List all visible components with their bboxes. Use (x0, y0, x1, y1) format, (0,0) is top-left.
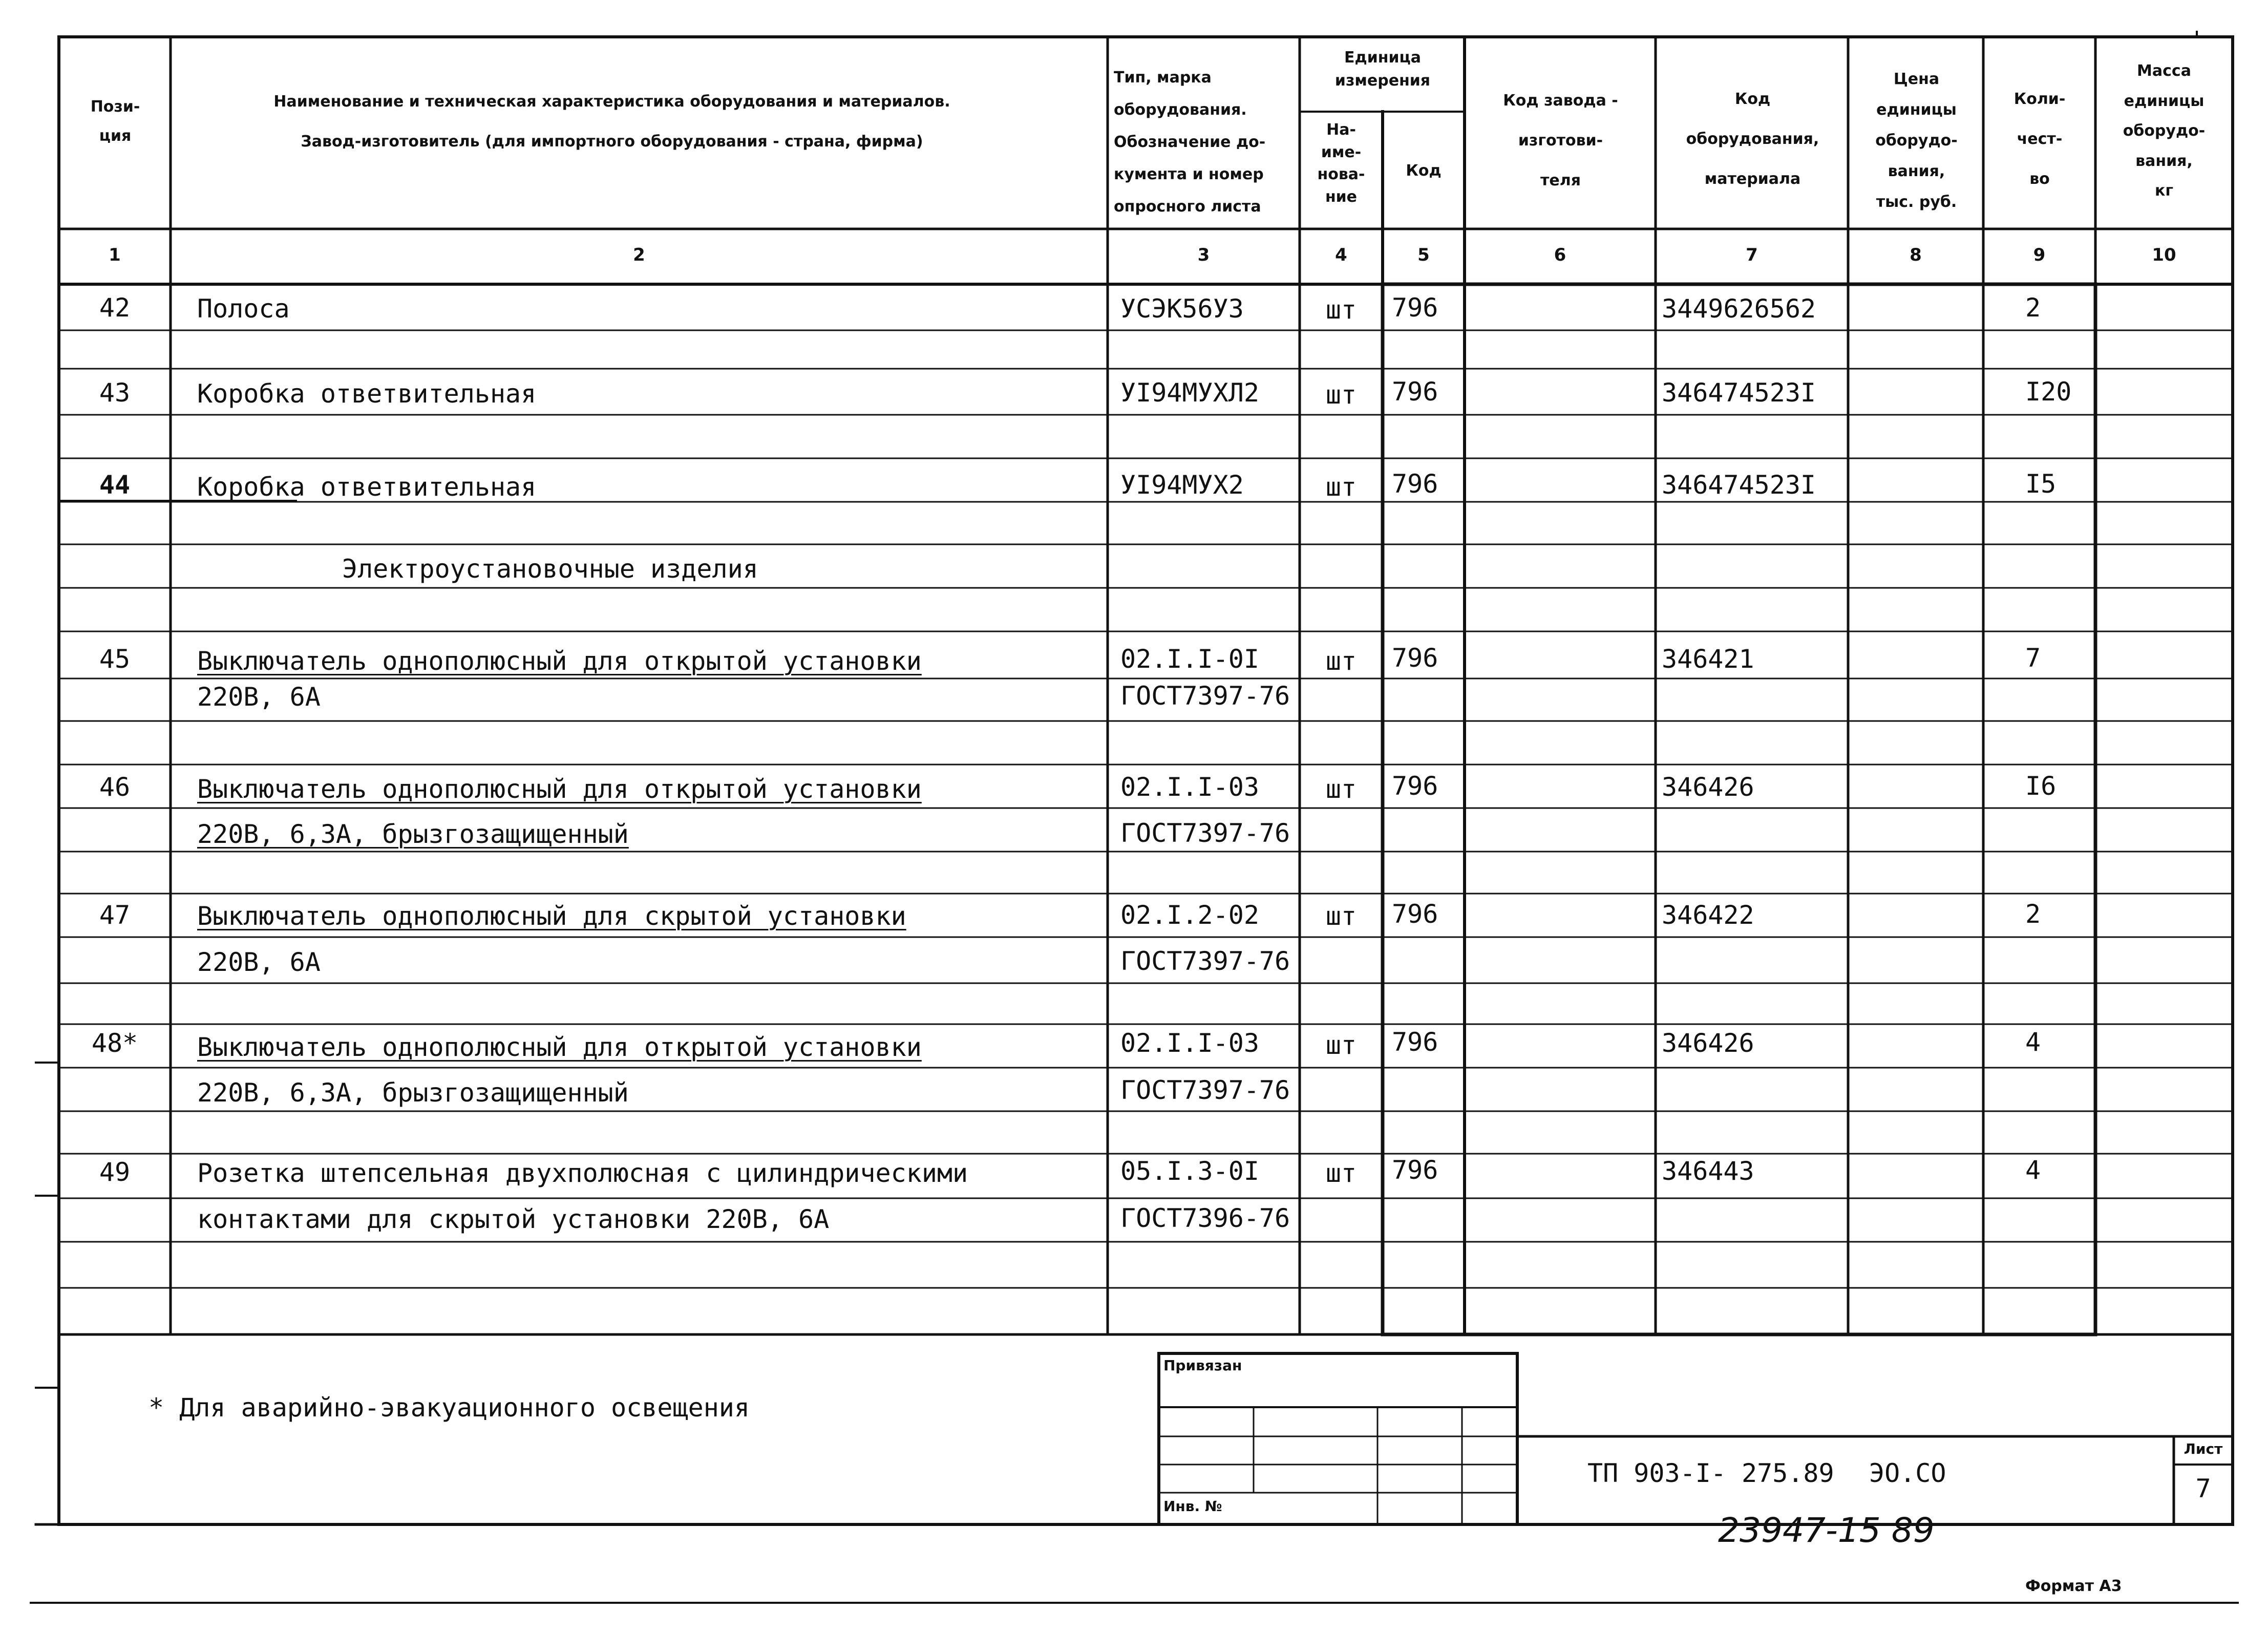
row-43-unit-code: 796 (1392, 377, 1438, 407)
row-49-type-2: ГОСТ7396-76 (1120, 1203, 1290, 1233)
row-45-name-2: 220В, 6А (197, 682, 321, 712)
registration-number: 23947-15 89 (1718, 1511, 1935, 1550)
row-47-name-2: 220В, 6А (197, 947, 321, 977)
column-number: 10 (2152, 245, 2176, 265)
row-47-name: Выключатель однополюсный для скрытой установки (197, 901, 906, 931)
row-44-quantity: I5 (2025, 469, 2057, 499)
row-42-equipment-code: 3449626562 (1662, 294, 1816, 324)
header-unit-group: Единица измерения (1334, 49, 1431, 90)
row-47-equipment-code: 346422 (1662, 900, 1754, 930)
row-47-unit-code: 796 (1392, 899, 1438, 929)
row-44-name: Коробка ответвительная (197, 472, 537, 502)
document-mark: ЭО.СО (1869, 1458, 1946, 1488)
row-42-name: Полоса (197, 294, 290, 324)
row-43-unit: шт (1325, 380, 1357, 410)
row-45-name: Выключатель однополюсный для открытой установки (197, 646, 922, 676)
row-49-position: 49 (99, 1157, 131, 1187)
row-47-position: 47 (99, 900, 131, 930)
row-45-type-2: ГОСТ7397-76 (1120, 681, 1290, 711)
row-48-name: Выключатель однополюсный для открытой установки (197, 1032, 922, 1062)
row-45-unit: шт (1325, 646, 1357, 676)
header-type: Тип, марка оборудования. Обозначение до- кумента и номер опросного листа (1114, 69, 1266, 216)
row-49-equipment-code: 346443 (1662, 1156, 1754, 1186)
row-44-equipment-code: 346474523I (1662, 470, 1816, 500)
column-number: 2 (633, 245, 645, 265)
row-48-type: 02.I.I-03 (1120, 1028, 1259, 1058)
row-46-unit: шт (1325, 774, 1357, 804)
sheet-number: 7 (2195, 1474, 2211, 1503)
row-49-name: Розетка штепсельная двухполюсная с цилиндрическими (197, 1158, 968, 1188)
row-49-name-2: контактами для скрытой установки 220В, 6А (197, 1204, 830, 1234)
column-number: 7 (1746, 245, 1758, 265)
row-46-equipment-code: 346426 (1662, 772, 1754, 802)
row-43-quantity: I20 (2025, 377, 2072, 407)
header-name: Наименование и техническая характеристика оборудования и материалов. Завод-изготовитель (для импортного оборудования - страна, фирма) (273, 93, 950, 151)
row-45-quantity: 7 (2025, 643, 2041, 673)
header-quantity: Коли- чест- во (2013, 90, 2066, 188)
row-43-equipment-code: 346474523I (1662, 378, 1816, 408)
header-mass: Масса единицы оборудо- вания, кг (2123, 62, 2206, 200)
row-42-quantity: 2 (2025, 293, 2041, 323)
row-47-type-2: ГОСТ7397-76 (1120, 946, 1290, 976)
stamp-privyazan-label: Привязан (1163, 1357, 1242, 1374)
row-46-quantity: I6 (2025, 771, 2057, 801)
row-49-type: 05.I.3-0I (1120, 1156, 1259, 1186)
row-42-position: 42 (99, 293, 131, 323)
header-unit-name: На- име- нова- ние (1317, 121, 1365, 206)
row-47-type: 02.I.2-02 (1120, 900, 1259, 930)
row-46-unit-code: 796 (1392, 771, 1438, 801)
row-49-quantity: 4 (2025, 1155, 2041, 1185)
row-42-type: УСЭК56УЗ (1120, 294, 1244, 324)
row-49-unit: шт (1325, 1158, 1357, 1188)
row-43-position: 43 (99, 378, 131, 408)
row-48-name-2: 220В, 6,3А, брызгозащищенный (197, 1078, 629, 1108)
header-equipment-code: Код оборудования, материала (1686, 90, 1819, 188)
sheet-label: Лист (2184, 1440, 2223, 1457)
row-42-unit-code: 796 (1392, 293, 1438, 323)
column-number: 5 (1417, 245, 1430, 265)
row-46-type-2: ГОСТ7397-76 (1120, 818, 1290, 848)
column-number: 1 (109, 245, 121, 265)
header-unit-code: Код (1406, 162, 1442, 180)
row-45-unit-code: 796 (1392, 643, 1438, 673)
row-48-equipment-code: 346426 (1662, 1028, 1754, 1058)
row-43-name: Коробка ответвительная (197, 379, 537, 409)
row-47-quantity: 2 (2025, 899, 2041, 929)
row-44-unit: шт (1325, 472, 1357, 502)
column-number: 3 (1197, 245, 1210, 265)
header-price: Цена единицы оборудо- вания, тыс. руб. (1875, 70, 1958, 211)
column-number: 6 (1554, 245, 1566, 265)
row-46-position: 46 (99, 772, 131, 802)
row-46-name-2: 220В, 6,3А, брызгозащищенный (197, 819, 629, 849)
row-44-unit-code: 796 (1392, 469, 1438, 499)
row-45-position: 45 (99, 644, 131, 674)
row-48-unit-code: 796 (1392, 1027, 1438, 1057)
header-factory-code: Код завода - изготови- теля (1503, 92, 1618, 189)
row-48-position: 48* (91, 1028, 138, 1058)
row-44-position: 44 (99, 470, 131, 500)
paper-format: Формат А3 (2025, 1577, 2122, 1595)
row-47-unit: шт (1325, 901, 1357, 931)
column-number: 8 (1910, 245, 1922, 265)
header-position: Пози- ция (90, 98, 140, 145)
row-48-unit: шт (1325, 1030, 1357, 1060)
stamp-inventory-label: Инв. № (1163, 1498, 1222, 1515)
footnote: * Для аварийно-эвакуационного освещения (149, 1393, 750, 1423)
column-number: 4 (1335, 245, 1347, 265)
row-49-unit-code: 796 (1392, 1155, 1438, 1185)
section-heading: Электроустановочные изделия (342, 554, 758, 584)
row-48-type-2: ГОСТ7397-76 (1120, 1075, 1290, 1105)
row-45-equipment-code: 346421 (1662, 644, 1754, 674)
row-46-type: 02.I.I-03 (1120, 772, 1259, 802)
row-44-type: УI94МУХ2 (1120, 470, 1244, 500)
row-42-unit: шт (1325, 295, 1357, 325)
row-48-quantity: 4 (2025, 1027, 2041, 1057)
document-designation: ТП 903-I- 275.89 (1587, 1458, 1834, 1488)
row-45-type: 02.I.I-0I (1120, 644, 1259, 674)
row-43-type: УI94МУХЛ2 (1120, 378, 1259, 408)
column-number: 9 (2033, 245, 2046, 265)
row-46-name: Выключатель однополюсный для открытой установки (197, 774, 922, 804)
